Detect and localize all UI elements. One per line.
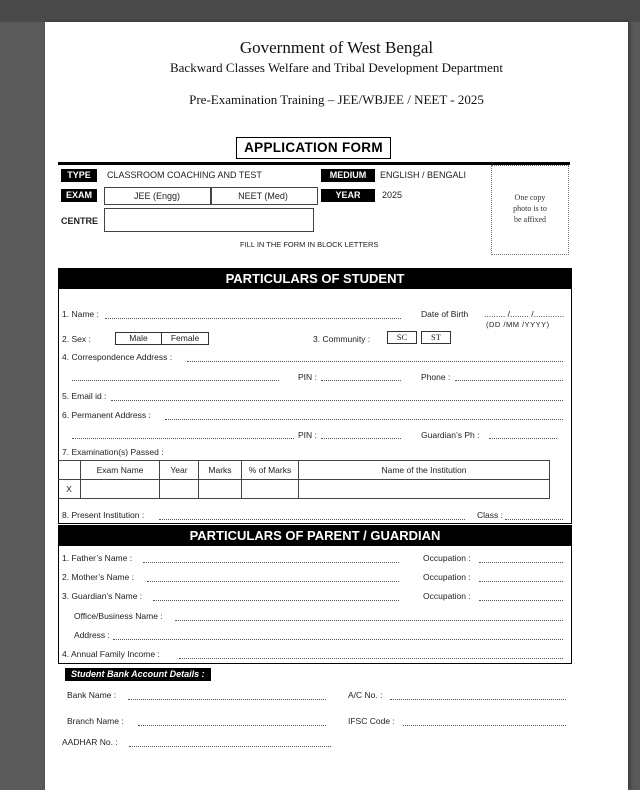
office-business-label: Office/Business Name : — [74, 611, 163, 621]
sex-option-male[interactable]: Male — [115, 332, 162, 345]
father-name-field[interactable] — [143, 562, 399, 563]
year-label: YEAR — [321, 189, 375, 202]
branch-name-label: Branch Name : — [67, 716, 124, 726]
exam-year-cell[interactable] — [160, 480, 199, 499]
ifsc-code-label: IFSC Code : — [348, 716, 395, 726]
photo-box — [491, 165, 569, 255]
exam-option-jee-label: JEE (Engg) — [133, 191, 181, 201]
annual-income-label: 4. Annual Family Income : — [62, 649, 160, 659]
dob-format: (DD /MM /YYYY) — [486, 320, 550, 329]
class-field[interactable] — [505, 519, 563, 520]
program-title: Pre-Examination Training – JEE/WBJEE / NEET - 2025 — [189, 92, 484, 107]
medium-label: MEDIUM — [321, 169, 375, 182]
guardian-phone-label: Guardian’s Ph : — [421, 430, 480, 440]
aadhar-label: AADHAR No. : — [62, 737, 118, 747]
account-number-label: A/C No. : — [348, 690, 383, 700]
exams-passed-label: 7. Examination(s) Passed : — [62, 447, 164, 457]
bank-details-heading: Student Bank Account Details : — [65, 668, 211, 681]
medium-value: ENGLISH / BENGALI — [380, 170, 467, 180]
permanent-address-label: 6. Permanent Address : — [62, 410, 151, 420]
permanent-address-line2[interactable] — [72, 438, 294, 439]
guardian-name-label: 3. Guardian’s Name : — [62, 591, 143, 601]
sex-label: 2. Sex : — [62, 334, 91, 344]
exam-table-header-cell: % of Marks — [242, 461, 299, 480]
exam-option-neet-label: NEET (Med) — [238, 191, 288, 201]
guardian-address-label: Address : — [74, 630, 110, 640]
exam-marks-cell[interactable] — [199, 480, 242, 499]
government-title: Government of West Bengal — [239, 38, 434, 57]
parent-section-heading: PARTICULARS OF PARENT / GUARDIAN — [59, 526, 571, 546]
department-title: Backward Classes Welfare and Tribal Development Department — [169, 60, 503, 75]
guardian-occupation-label: Occupation : — [423, 591, 471, 601]
pin2-label: PIN : — [298, 430, 317, 440]
mother-occupation-label: Occupation : — [423, 572, 471, 582]
mother-occupation-field[interactable] — [479, 581, 563, 582]
exam-table-header-cell: Year — [160, 461, 199, 480]
exam-institution-cell[interactable] — [299, 480, 550, 499]
year-value: 2025 — [382, 190, 403, 200]
centre-field[interactable] — [104, 208, 314, 232]
community-option-sc[interactable]: SC — [387, 331, 417, 344]
exam-table-header — [58, 461, 550, 480]
block-letters-instruction: FILL IN THE FORM IN BLOCK LETTERS — [240, 240, 379, 249]
exam-table — [58, 460, 550, 499]
community-option-st[interactable]: ST — [421, 331, 451, 344]
account-number-field[interactable] — [390, 699, 566, 700]
permanent-address-field[interactable] — [165, 419, 563, 420]
exam-table-blank-header — [58, 461, 81, 480]
present-institution-field[interactable] — [159, 519, 465, 520]
sex-option-female[interactable]: Female — [161, 332, 209, 345]
viewer-top-bar — [0, 0, 640, 22]
community-label: 3. Community : — [313, 334, 371, 344]
exam-table-header-cell: Name of the Institution — [299, 461, 550, 480]
office-business-field[interactable] — [175, 620, 563, 621]
pin-label: PIN : — [298, 372, 317, 382]
present-institution-label: 8. Present Institution : — [62, 510, 145, 520]
bank-name-label: Bank Name : — [67, 690, 117, 700]
email-field[interactable] — [111, 400, 563, 401]
correspondence-address-field[interactable] — [187, 361, 563, 362]
exam-percent-cell[interactable] — [242, 480, 299, 499]
exam-label: EXAM — [61, 189, 97, 202]
document-page — [45, 22, 628, 790]
type-value: CLASSROOM COACHING AND TEST — [107, 170, 262, 180]
photo-instruction: One copy photo is to be affixed — [513, 193, 547, 224]
table-row — [58, 480, 550, 499]
dob-label: Date of Birth — [421, 309, 469, 319]
father-occupation-field[interactable] — [479, 562, 563, 563]
father-name-label: 1. Father’s Name : — [62, 553, 133, 563]
form-title: APPLICATION FORM — [236, 137, 391, 159]
correspondence-address-line2[interactable] — [72, 380, 279, 381]
branch-name-field[interactable] — [138, 725, 326, 726]
exam-table-header-cell: Marks — [199, 461, 242, 480]
pin-field[interactable] — [321, 380, 401, 381]
name-label: 1. Name : — [62, 309, 99, 319]
email-label: 5. Email id : — [62, 391, 107, 401]
guardian-phone-field[interactable] — [489, 438, 557, 439]
mother-name-label: 2. Mother’s Name : — [62, 572, 134, 582]
ifsc-code-field[interactable] — [403, 725, 566, 726]
exam-table-header-cell: Exam Name — [81, 461, 160, 480]
pin2-field[interactable] — [321, 438, 401, 439]
class-label: Class : — [477, 510, 503, 520]
phone-label: Phone : — [421, 372, 451, 382]
dob-field[interactable]: ......... /........ /............. — [484, 309, 565, 319]
guardian-occupation-field[interactable] — [479, 600, 563, 601]
student-section-heading: PARTICULARS OF STUDENT — [59, 269, 571, 289]
aadhar-field[interactable] — [129, 746, 331, 747]
guardian-name-field[interactable] — [153, 600, 399, 601]
mother-name-field[interactable] — [147, 581, 399, 582]
exam-name-cell[interactable] — [81, 480, 160, 499]
phone-field[interactable] — [455, 380, 563, 381]
exam-row-mark: X — [58, 480, 81, 499]
correspondence-address-label: 4. Correspondence Address : — [62, 352, 173, 362]
type-label: TYPE — [61, 169, 97, 182]
father-occupation-label: Occupation : — [423, 553, 471, 563]
bank-name-field[interactable] — [128, 699, 326, 700]
centre-label: CENTRE — [61, 216, 99, 226]
guardian-address-field[interactable] — [113, 639, 563, 640]
name-field[interactable] — [105, 318, 401, 319]
annual-income-field[interactable] — [179, 658, 563, 659]
